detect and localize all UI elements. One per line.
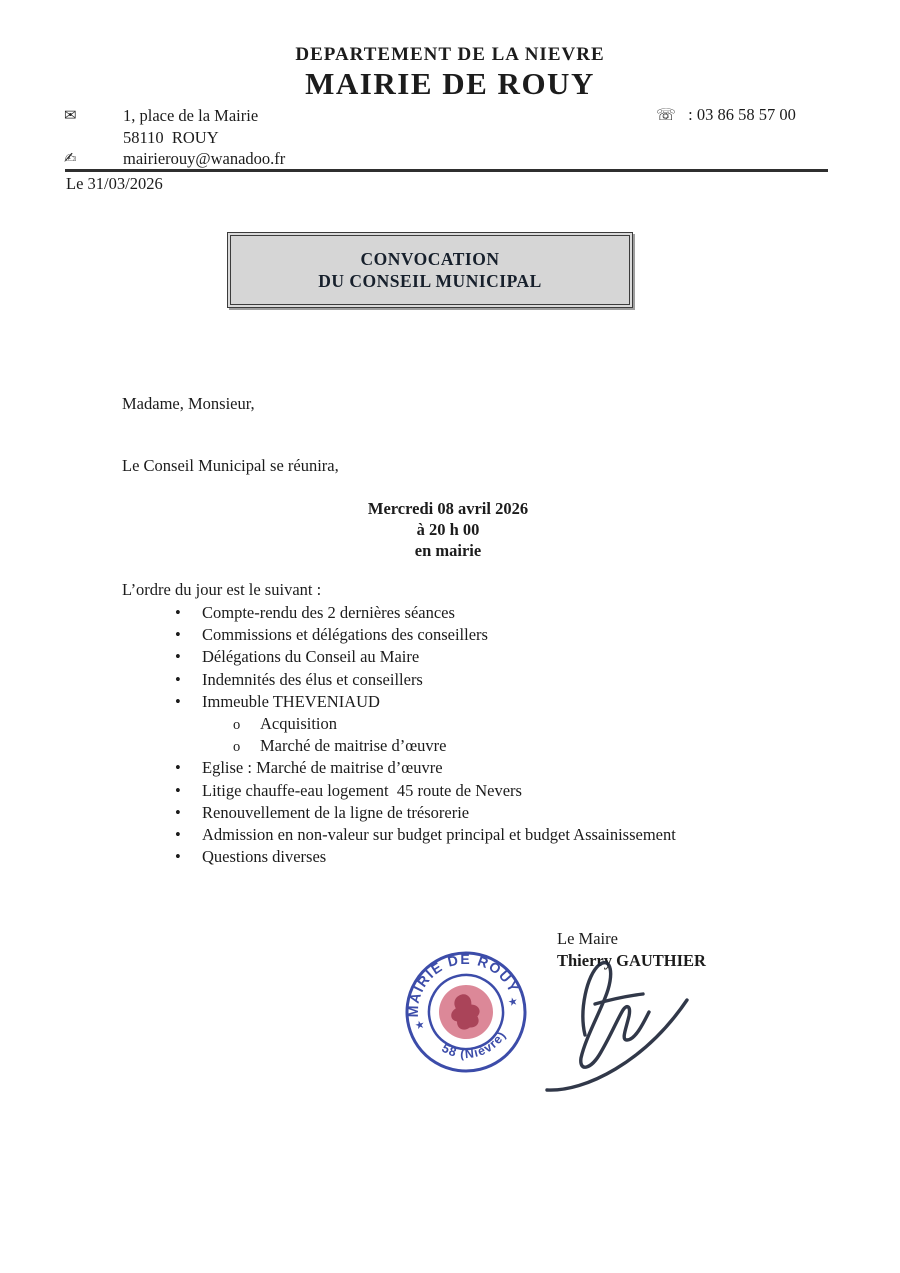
- convocation-line1: CONVOCATION: [360, 249, 500, 269]
- bullet-icon: •: [175, 625, 181, 645]
- stamp-graphic: [391, 937, 541, 1087]
- email-address: mairierouy@wanadoo.fr: [123, 149, 286, 168]
- agenda-intro: L’ordre du jour est le suivant :: [122, 580, 322, 599]
- agenda-text: Questions diverses: [202, 847, 327, 867]
- header-divider: [65, 169, 828, 172]
- handwritten-signature: [535, 940, 705, 1100]
- phone-number: : 03 86 58 57 00: [688, 105, 796, 124]
- convocation-title-box: [227, 232, 633, 308]
- stamp-arc-top-text: MAIRIE DE ROUY: [404, 950, 523, 1018]
- agenda-text: Commissions et délégations des conseillers: [202, 625, 488, 645]
- list-item: [175, 603, 676, 625]
- bullet-icon: •: [175, 780, 181, 800]
- phone-block: [656, 105, 796, 125]
- envelope-icon: ✉: [64, 106, 77, 124]
- stamp-arc-bottom-text: 58 (Nièvre): [439, 1028, 509, 1062]
- address-line1: 1, place de la Mairie: [123, 106, 259, 125]
- meeting-place: en mairie: [414, 541, 482, 560]
- bullet-icon: •: [175, 824, 181, 844]
- page-title: MAIRIE DE ROUY: [305, 66, 595, 101]
- agenda-list: [175, 603, 676, 869]
- stamp-star-left-icon: ★: [413, 1017, 427, 1033]
- list-subitem: [233, 736, 676, 758]
- convocation-title-inner: [230, 235, 630, 305]
- sub-bullet-icon: o: [233, 716, 241, 733]
- signer-role: Le Maire: [557, 929, 618, 948]
- agenda-text: Délégations du Conseil au Maire: [202, 647, 420, 667]
- bullet-icon: •: [175, 669, 181, 689]
- agenda-text: Marché de maitrise d’œuvre: [260, 736, 447, 756]
- intro-line: Le Conseil Municipal se réunira,: [122, 456, 339, 475]
- list-item: [175, 758, 676, 780]
- bullet-icon: •: [175, 647, 181, 667]
- agenda-text: Indemnités des élus et conseillers: [202, 669, 423, 689]
- department-title: DEPARTEMENT DE LA NIEVRE: [295, 44, 605, 65]
- agenda-text: Renouvellement de la ligne de trésorerie: [202, 802, 470, 822]
- email-row: [64, 148, 285, 170]
- list-item: [175, 803, 676, 825]
- agenda-text: Compte-rendu des 2 dernières séances: [202, 603, 455, 622]
- salutation: Madame, Monsieur,: [122, 394, 255, 413]
- agenda-text: Litige chauffe-eau logement 45 route de Nevers: [202, 780, 522, 800]
- address-row: [64, 105, 285, 127]
- list-item: [175, 781, 676, 803]
- bullet-icon: •: [175, 603, 181, 622]
- meeting-time: à 20 h 00: [416, 520, 480, 539]
- agenda-text: Acquisition: [260, 713, 337, 733]
- writing-hand-icon: ✍: [64, 149, 77, 167]
- list-item: [175, 847, 676, 869]
- bullet-icon: •: [175, 847, 181, 867]
- telephone-icon: ☏: [656, 105, 677, 124]
- list-item: [175, 692, 676, 714]
- signature-ink-graphic: [535, 940, 705, 1100]
- meeting-date: Mercredi 08 avril 2026: [367, 499, 529, 518]
- address-row2: [64, 127, 285, 149]
- bullet-icon: •: [175, 802, 181, 822]
- list-subitem: [233, 714, 676, 736]
- agenda-text: Admission en non-valeur sur budget principal et budget Assainissement: [202, 824, 676, 844]
- bullet-icon: •: [175, 691, 181, 711]
- bullet-icon: •: [175, 758, 181, 778]
- agenda-text: Eglise : Marché de maitrise d’œuvre: [202, 758, 443, 778]
- list-item: [175, 825, 676, 847]
- address-line2: 58110 ROUY: [123, 127, 219, 147]
- list-item: [175, 647, 676, 669]
- agenda-text: Immeuble THEVENIAUD: [202, 691, 380, 711]
- signer-name: Thierry GAUTHIER: [557, 950, 706, 970]
- list-item: [175, 625, 676, 647]
- meeting-block: [0, 498, 896, 561]
- list-item: [175, 670, 676, 692]
- stamp-star-right-icon: ★: [506, 994, 520, 1010]
- contact-block: [64, 105, 285, 170]
- convocation-line2: DU CONSEIL MUNICIPAL: [318, 271, 542, 291]
- municipal-stamp: [391, 937, 541, 1087]
- sub-bullet-icon: o: [233, 739, 241, 756]
- date-line: Le 31/03/2026: [66, 174, 163, 193]
